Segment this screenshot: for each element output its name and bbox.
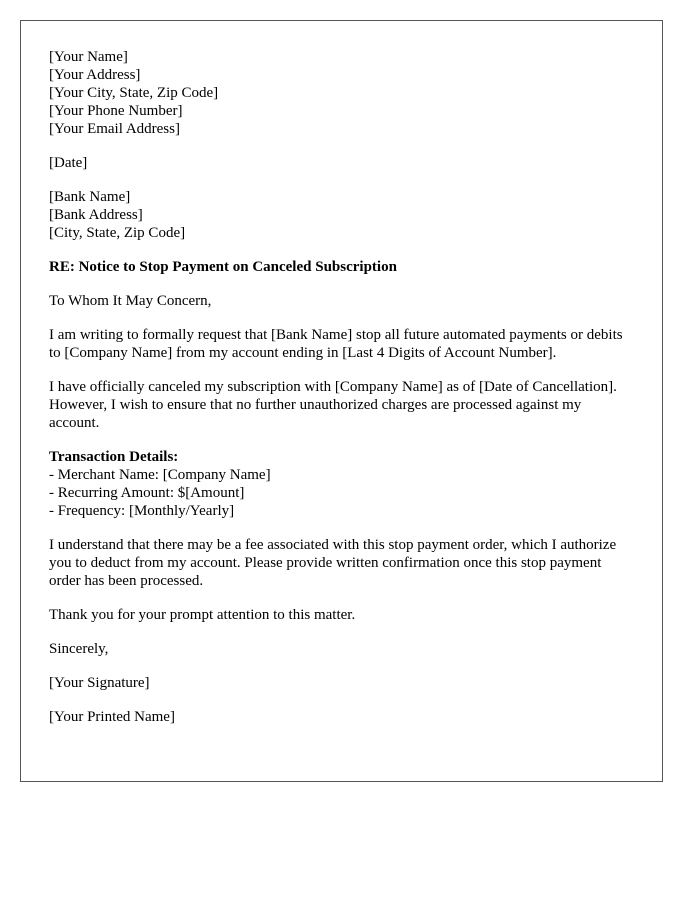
signature: [Your Signature] (49, 675, 150, 691)
subject-line: RE: Notice to Stop Payment on Canceled Subscription (49, 259, 397, 275)
sender-email: [Your Email Address] (49, 121, 180, 137)
recipient-address (49, 188, 634, 242)
transaction-frequency: - Frequency: [Monthly/Yearly] (49, 503, 235, 519)
sender-address (49, 48, 634, 138)
transaction-amount: - Recurring Amount: $[Amount] (49, 485, 245, 501)
sender-city: [Your City, State, Zip Code] (49, 85, 219, 101)
paragraph-request: I am writing to formally request that [Bank Name] stop all future automated payments or debits to [Company Name] from my account ending in [Last 4 Digits of Account Number]. (49, 327, 623, 361)
bank-address: [Bank Address] (49, 207, 143, 223)
closing: Sincerely, (49, 641, 109, 657)
transaction-details (49, 448, 634, 520)
letter-date: [Date] (49, 155, 88, 171)
sender-street: [Your Address] (49, 67, 141, 83)
bank-city: [City, State, Zip Code] (49, 225, 186, 241)
paragraph-cancellation: I have officially canceled my subscription with [Company Name] as of [Date of Cancellation]. However, I wish to ensure that no further unauthorized charges are processed against my account. (49, 379, 617, 431)
sender-name: [Your Name] (49, 49, 128, 65)
salutation: To Whom It May Concern, (49, 293, 212, 309)
printed-name: [Your Printed Name] (49, 709, 175, 725)
paragraph-fee: I understand that there may be a fee associated with this stop payment order, which I authorize you to deduct from my account. Please provide written confirmation once this stop payment order has been processed. (49, 537, 617, 589)
bank-name: [Bank Name] (49, 189, 131, 205)
letter-page (20, 20, 663, 782)
transaction-heading: Transaction Details: (49, 449, 179, 465)
thanks: Thank you for your prompt attention to this matter. (49, 607, 356, 623)
sender-phone: [Your Phone Number] (49, 103, 183, 119)
transaction-merchant: - Merchant Name: [Company Name] (49, 467, 271, 483)
